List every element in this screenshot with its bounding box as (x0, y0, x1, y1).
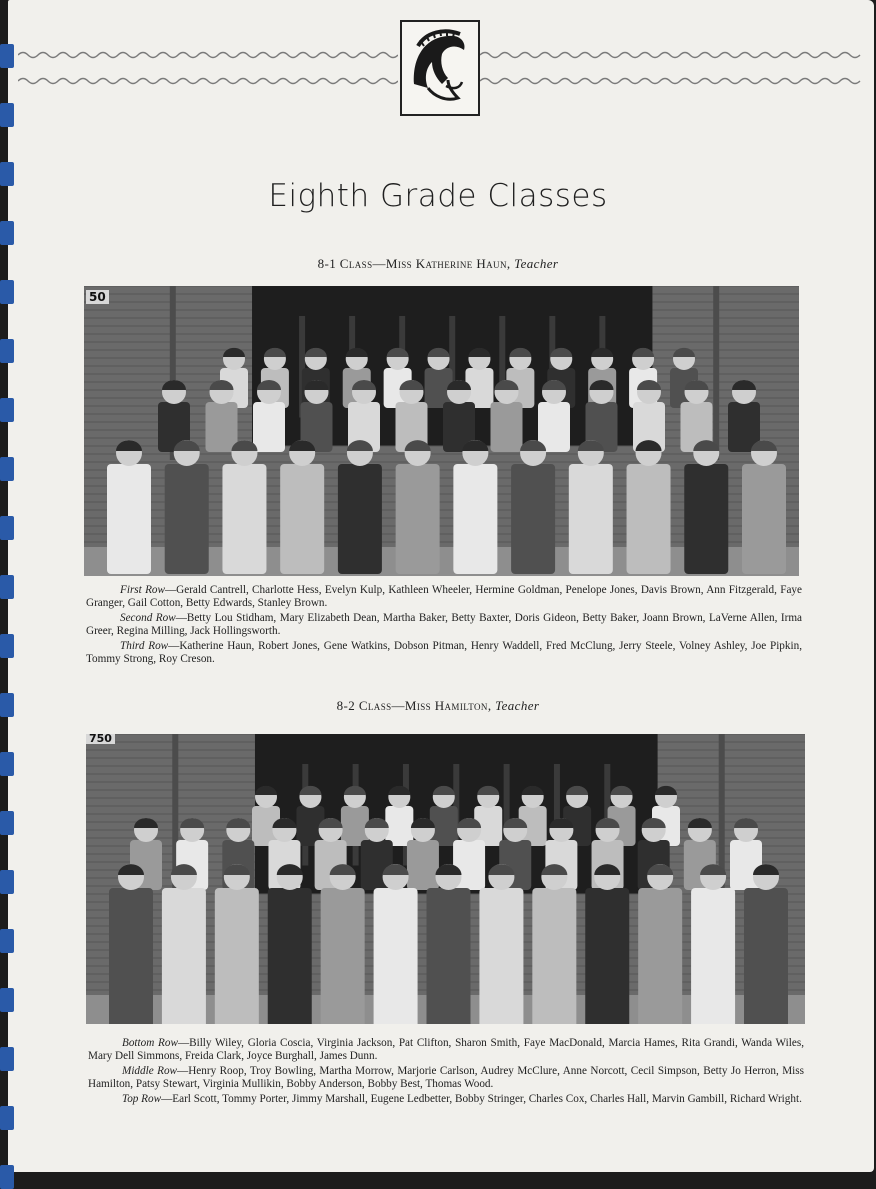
binding-hole (0, 516, 14, 540)
decorative-wave-top-right (480, 48, 862, 62)
caption-row: Bottom Row—Billy Wiley, Gloria Coscia, Virginia Jackson, Pat Clifton, Sharon Smith, Faye MacDonald, Marcia Hames, Rita Grandi, Wanda Wiles, Mary Dell Simmons, Freida Clark, Joyce Burghall, James Dunn. (88, 1037, 804, 1062)
teacher-prefix: Miss (385, 256, 413, 271)
class-label: 8-2 Class (336, 698, 392, 713)
spiral-binding (0, 0, 24, 1178)
binding-hole (0, 280, 14, 304)
caption-row: First Row—Gerald Cantrell, Charlotte Hess, Evelyn Kulp, Kathleen Wheeler, Hermine Goldman, Penelope Jones, Davis Brown, Ann Fitzgerald, Faye Granger, Gail Cotton, Betty Edwards, Stanley Brown. (86, 584, 802, 609)
building-number-8-2: 750 (86, 734, 115, 744)
teacher-role: Teacher (495, 698, 540, 713)
binding-hole (0, 221, 14, 245)
caption-row: Top Row—Earl Scott, Tommy Porter, Jimmy Marshall, Eugene Ledbetter, Bobby Stringer, Charles Cox, Charles Hall, Marvin Gambill, Richard Wright. (122, 1093, 802, 1105)
class-photo-8-2 (86, 734, 805, 1024)
binding-hole (0, 103, 14, 127)
caption-row: Second Row—Betty Lou Stidham, Mary Elizabeth Dean, Martha Baker, Betty Baxter, Doris Gideon, Betty Baker, Joann Brown, LaVerne Allen, Irma Greer, Regina Milling, Jack Hollingsworth. (86, 612, 802, 637)
binding-hole (0, 1047, 14, 1071)
row-names: Henry Roop, Troy Bowling, Martha Morrow, Marjorie Carlson, Audrey McClure, Anne Norcott, Cecil Simpson, Betty Jo Herron, Miss Hamilton, Patsy Stewart, Virginia Mullikin, Bobby Anderson, Bobby Best, Thomas Wood. (88, 1065, 804, 1090)
binding-hole (0, 988, 14, 1012)
decorative-wave-bottom-right (480, 74, 862, 88)
row-label: Top Row (122, 1093, 162, 1105)
class-photo-8-1 (84, 286, 799, 576)
page-title: Eighth Grade Classes (268, 178, 608, 214)
row-label: Third Row (120, 640, 169, 652)
row-names: Katherine Haun, Robert Jones, Gene Watkins, Dobson Pitman, Henry Waddell, Fred McClung, Jerry Steele, Volney Ashley, Joe Pipkin, Tommy Strong, Roy Creson. (86, 640, 802, 665)
binding-hole (0, 457, 14, 481)
building-number-8-1: 50 (86, 290, 109, 304)
teacher-name: Katherine Haun (415, 256, 507, 271)
row-names: Billy Wiley, Gloria Coscia, Virginia Jackson, Pat Clifton, Sharon Smith, Faye MacDonald, Marcia Hames, Rita Grandi, Wanda Wiles, Mary Dell Simmons, Freida Clark, Joyce Burghall, James Dunn. (88, 1037, 804, 1062)
class-label: 8-1 Class (317, 256, 373, 271)
class-heading-8-2: 8-2 Class—Miss Hamilton, Teacher (336, 698, 540, 713)
binding-hole (0, 398, 14, 422)
row-names: Gerald Cantrell, Charlotte Hess, Evelyn Kulp, Kathleen Wheeler, Hermine Goldman, Penelope Jones, Davis Brown, Ann Fitzgerald, Faye Granger, Gail Cotton, Betty Edwards, Stanley Brown. (86, 584, 802, 609)
row-label: First Row (120, 584, 165, 596)
decorative-wave-bottom-left (18, 74, 398, 88)
binding-hole (0, 339, 14, 363)
teacher-prefix: Miss (404, 698, 432, 713)
binding-hole (0, 811, 14, 835)
caption-8-1 (86, 584, 802, 668)
class-heading-8-1: 8-1 Class—Miss Katherine Haun, Teacher (317, 256, 559, 271)
binding-hole (0, 929, 14, 953)
binding-hole (0, 752, 14, 776)
binding-hole (0, 575, 14, 599)
caption-row: Third Row—Katherine Haun, Robert Jones, Gene Watkins, Dobson Pitman, Henry Waddell, Fred McClung, Jerry Steele, Volney Ashley, Joe Pipkin, Tommy Strong, Roy Creson. (86, 640, 802, 665)
spartan-helmet-icon (400, 20, 480, 116)
binding-hole (0, 1106, 14, 1130)
teacher-role: Teacher (514, 256, 559, 271)
binding-hole (0, 1165, 14, 1189)
row-label: Middle Row (122, 1065, 178, 1077)
teacher-name: Hamilton (434, 698, 488, 713)
binding-hole (0, 634, 14, 658)
binding-hole (0, 870, 14, 894)
row-label: Second Row (120, 612, 176, 624)
caption-row: Middle Row—Henry Roop, Troy Bowling, Martha Morrow, Marjorie Carlson, Audrey McClure, Anne Norcott, Cecil Simpson, Betty Jo Herron, Miss Hamilton, Patsy Stewart, Virginia Mullikin, Bobby Anderson, Bobby Best, Thomas Wood. (88, 1065, 804, 1090)
row-names: Betty Lou Stidham, Mary Elizabeth Dean, Martha Baker, Betty Baxter, Doris Gideon, Betty Baker, Joann Brown, LaVerne Allen, Irma Greer, Regina Milling, Jack Hollingsworth. (86, 612, 802, 637)
decorative-wave-top-left (18, 48, 398, 62)
caption-8-2 (88, 1037, 804, 1108)
row-label: Bottom Row (122, 1037, 178, 1049)
row-names: Earl Scott, Tommy Porter, Jimmy Marshall, Eugene Ledbetter, Bobby Stringer, Charles Cox, Charles Hall, Marvin Gambill, Richard Wright. (172, 1093, 802, 1105)
binding-hole (0, 44, 14, 68)
